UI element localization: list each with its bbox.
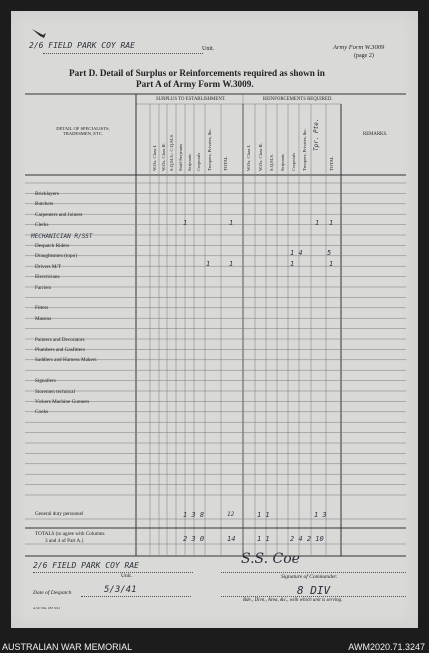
tot-reinf: 1 1 <box>257 535 270 543</box>
surplus-col-heading: S.Q.M.S.: C.Q.M.S. <box>169 133 174 171</box>
bde-label: Bde., Divn., Area, &c., with which unit is serving. <box>243 598 343 603</box>
row-label: MECHANICIAN R/SST <box>31 232 93 240</box>
surplus-col-heading: W.Os. Class II. <box>161 143 166 171</box>
drivers-reinf-total: 5 <box>327 249 332 257</box>
reinf-trp-header-note: Tpr. Pte. <box>313 118 320 151</box>
row-label: Carpenters and Joiners <box>35 211 83 218</box>
surplus-header: SURPLUS TO ESTABLISHMENT. <box>156 97 226 102</box>
unit-handwritten: 2/6 FIELD PARK COY RAE <box>29 41 135 50</box>
elec-surplus-total: 1 <box>229 260 234 268</box>
gd-surplus-total: 12 <box>227 511 235 518</box>
reinf-col-heading: Corporals <box>291 152 296 171</box>
elec-surplus-trp: 1 <box>206 260 211 268</box>
reinf-col-heading: W.Os. Class I. <box>246 144 251 171</box>
surplus-col-heading: Troopers, Privates, &c. <box>207 128 212 171</box>
footer-unit-line <box>33 572 193 573</box>
gd-surplus: 1 3 8 <box>183 511 205 519</box>
tot-surplus-total: 14 <box>227 535 236 543</box>
mech-reinf-total: 1 <box>329 219 334 227</box>
caption-right: AWM2020.71.3247 <box>348 642 425 652</box>
reinf-col-heading: Serjeants <box>280 154 285 171</box>
form-ref: Army Form W.3009 <box>333 44 385 51</box>
row-label: Butchers <box>35 201 54 208</box>
reinf-header: REINFORCEMENTS REQUIRED. <box>263 97 333 102</box>
form-page <box>11 11 418 628</box>
caption-bar <box>0 638 429 653</box>
tot-reinf-right: 2 4 2 10 <box>290 535 324 543</box>
row-label: Vickers Machine Gunners <box>35 399 90 405</box>
elec-reinf-total: 1 <box>329 260 334 268</box>
surplus-col-heading: Corporals <box>196 152 201 171</box>
reinf-col-heading: W.Os. Class II. <box>258 143 263 171</box>
footer-unit-label: Unit. <box>121 573 133 579</box>
remarks-header: REMARKS. <box>363 132 388 137</box>
totals-label-2: 3 and 4 of Part A.) <box>45 538 84 544</box>
signature-label: Signature of Commander. <box>281 574 338 580</box>
row-label: Masons <box>35 315 52 322</box>
mech-surplus-corp: 1 <box>183 219 188 227</box>
surplus-col-heading: W.Os. Class I. <box>152 144 157 171</box>
row-label: Painters and Decorators <box>35 336 85 343</box>
reinf-col-heading: TOTAL <box>329 156 334 171</box>
surplus-col-heading: Serjeants <box>187 154 192 171</box>
commander-signature: S.S. Coe <box>241 551 300 567</box>
signature-line <box>221 572 406 573</box>
row-label: Signallers <box>35 378 56 385</box>
row-label: Clerks <box>35 222 49 229</box>
print-ref: A.W. Dis. 183 3/41 <box>33 606 61 610</box>
gd-reinf: 1 1 <box>257 511 270 519</box>
mech-reinf-trp: 1 <box>315 219 320 227</box>
row-label: Storemen technical <box>35 388 75 395</box>
row-label: Saddlers and Harness Makers <box>35 357 97 364</box>
footer-unit-handwritten: 2/6 FIELD PARK COY RAE <box>33 561 139 570</box>
totals-label-1: TOTALS (to agree with Columns <box>35 531 105 537</box>
row-label: Fitters <box>35 305 49 312</box>
date-label: Date of Despatch <box>33 590 72 596</box>
row-label: Plumbers and Gasfitters <box>35 347 85 353</box>
surplus-col-heading: TOTAL <box>223 156 228 171</box>
div-line <box>221 596 406 597</box>
drivers-reinf-corp: 1 4 <box>290 249 303 257</box>
elec-reinf-corp: 1 <box>290 260 295 268</box>
row-label: Farriers <box>35 284 52 291</box>
reinf-col-heading: S.Q.M.S. <box>269 153 274 171</box>
row-label: Bricklayers <box>35 191 59 197</box>
title-line-2: Part A of Army Form W.3009. <box>136 79 254 89</box>
row-label: Draughtsmen (topo) <box>35 253 77 260</box>
mech-surplus-total: 1 <box>229 219 234 227</box>
page-ref: (page 2) <box>354 53 374 59</box>
title-line-1: Part D. Detail of Surplus or Reinforcements required as shown in <box>69 68 325 78</box>
detail-header: DETAIL OF SPECIALISTS, TRADESMEN, ETC. <box>56 126 110 136</box>
reinf-col-heading: Troopers, Privates, &c. <box>302 128 307 171</box>
gd-reinf-total: 1 3 <box>314 511 327 519</box>
row-label: Cooks <box>35 409 49 416</box>
surplus-col-heading: Staff-Serjeants <box>178 143 183 171</box>
date-line <box>81 596 191 597</box>
tot-surplus: 2 3 0 <box>183 535 205 543</box>
general-duty-label: General duty personnel <box>35 511 84 517</box>
row-label: Despatch Riders <box>35 243 70 249</box>
row-label: Drivers M/T <box>35 263 62 270</box>
date-value: 5/3/41 <box>104 585 137 595</box>
caption-left: AUSTRALIAN WAR MEMORIAL <box>2 642 133 652</box>
row-label: Electricians <box>35 274 60 281</box>
unit-label: Unit. <box>202 46 215 52</box>
div-value: 8 DIV <box>297 584 331 597</box>
